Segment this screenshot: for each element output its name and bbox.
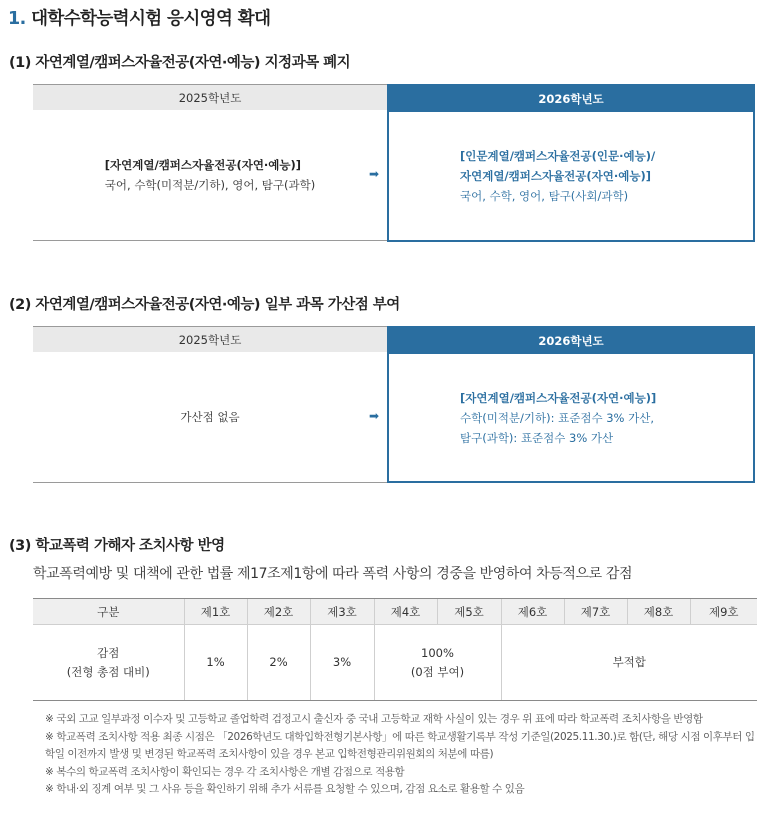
note-item: ※ 복수의 학교폭력 조치사항이 확인되는 경우 각 조치사항은 개별 감점으로 적용함 (45, 765, 405, 778)
value-cell-2: 2% (247, 625, 310, 701)
section3-heading: (3) 학교폭력 가해자 조치사항 반영 (9, 538, 225, 554)
table-header-cell: 제8호 (627, 599, 690, 625)
section1-right-box (387, 84, 755, 242)
penalty-table (33, 598, 757, 701)
page-title (8, 5, 270, 30)
title-text: 대학수학능력시험 응시영역 확대 (31, 9, 271, 29)
note-item: ※ 학내·외 징계 여부 및 그 사유 등을 확인하기 위해 추가 서류를 요청할 수 있으며, 감점 요소로 활용할 수 있음 (45, 783, 525, 795)
section2-right-bold: [자연계열/캠퍼스자율전공(자연·예능)] (460, 390, 657, 405)
note-item: ※ 국외 고교 일부과정 이수자 및 고등학교 졸업학력 검정고시 출신자 중 국내 고등학교 재학 사실이 있는 경우 위 표에 따라 학교폭력 조치사항을 반영함 (45, 713, 703, 725)
section2-right-box (387, 326, 755, 483)
section1-left-body (33, 110, 387, 241)
section2-right-header: 2026학년도 (389, 328, 753, 354)
table-row (33, 625, 757, 701)
section1-left-bold: [자연계열/캠퍼스자율전공(자연·예능)] (104, 158, 302, 172)
section3-intro: 학교폭력예방 및 대책에 관한 법률 제17조제1항에 따라 폭력 사항의 경중을 반영하여 차등적으로 감점 (33, 566, 633, 582)
table-header-cell: 제7호 (564, 599, 627, 625)
section2-comparison (33, 326, 755, 483)
notes-list (33, 711, 761, 799)
table-header-cell: 제3호 (310, 599, 374, 625)
section1-left-line: 국어, 수학(미적분/기하), 영어, 탐구(과학) (104, 178, 316, 192)
table-header-cell: 제4호 (374, 599, 437, 625)
section2-left-body (33, 352, 387, 483)
section1-left-header: 2025학년도 (33, 84, 387, 110)
section1-right-bold-1: [인문계열/캠퍼스자율전공(인문·예능)/ (460, 149, 656, 163)
title-number: 1. (8, 9, 26, 29)
value-cell-1: 1% (184, 625, 247, 701)
section1-right-bold-2: 자연계열/캠퍼스자율전공(자연·예능)] (460, 169, 651, 183)
right-arrow-icon: ➡ (369, 409, 380, 423)
table-header-cell: 구분 (33, 599, 184, 625)
value-cell-4-5 (374, 625, 501, 701)
section1-right-text (389, 146, 655, 206)
row-label-cell (33, 625, 184, 701)
section2-right-body (389, 354, 753, 481)
row-label-2: (전형 총점 대비) (66, 664, 150, 679)
table-header-cell: 제1호 (184, 599, 247, 625)
section1-comparison (33, 84, 755, 242)
section2-left-line: 가산점 없음 (180, 410, 240, 424)
value-cell-6-9: 부적합 (501, 625, 757, 701)
section2-right-line-2: 탐구(과학): 표준점수 3% 가산 (460, 430, 614, 445)
section2-heading: (2) 자연계열/캠퍼스자율전공(자연·예능) 일부 과목 가산점 부여 (9, 297, 400, 313)
value-cell-3: 3% (310, 625, 374, 701)
section2-right-text (389, 388, 656, 448)
value-cell-4-5-line-2: (0점 부여) (410, 664, 465, 679)
value-cell-4-5-line-1: 100% (421, 645, 454, 660)
section1-heading: (1) 자연계열/캠퍼스자율전공(자연·예능) 지정과목 폐지 (9, 55, 351, 71)
section1-right-line: 국어, 수학, 영어, 탐구(사회/과학) (460, 189, 629, 203)
table-header-row (33, 599, 757, 625)
table-header-cell: 제5호 (437, 599, 501, 625)
section2-right-line-1: 수학(미적분/기하): 표준점수 3% 가산, (460, 410, 655, 425)
section1-right-body (389, 112, 753, 240)
right-arrow-icon: ➡ (369, 167, 380, 181)
section1-right-header: 2026학년도 (389, 86, 753, 112)
row-label-1: 감점 (97, 645, 120, 660)
section2-left-header: 2025학년도 (33, 326, 387, 352)
note-item: ※ 학교폭력 조치사항 적용 최종 시점은 「2026학년도 대학입학전형기본사항」에 따른 학교생활기록부 작성 기준일(2025.11.30.)로 함(단, 해당 시점 이후부터 입학일 이전까지 발생 및 변경된 학교폭력 조치사항이 있을 경우 본교 입학전형관리위원회의 처분에 따름) (45, 730, 755, 760)
table-header-cell: 제6호 (501, 599, 564, 625)
table-header-cell: 제2호 (247, 599, 310, 625)
table-header-cell: 제9호 (690, 599, 757, 625)
section1-left-text (105, 155, 315, 195)
